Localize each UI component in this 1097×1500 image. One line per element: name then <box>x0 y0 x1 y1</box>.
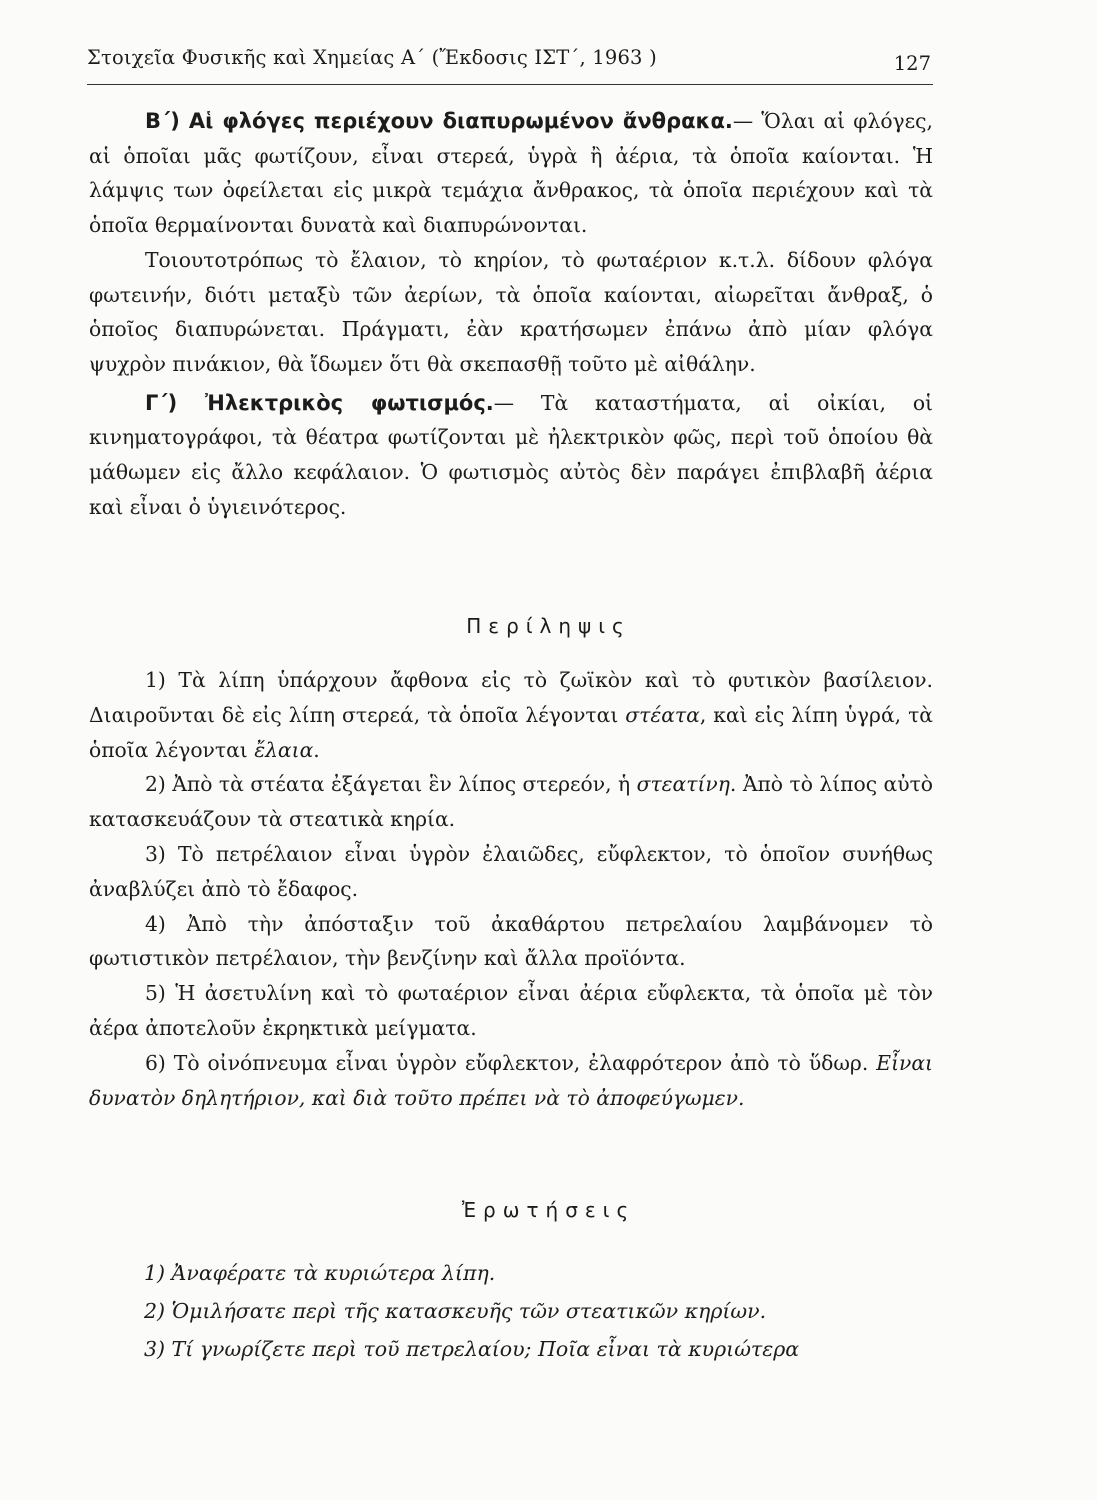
summary-item: 6) Τὸ οἰνόπνευμα εἶναι ὑγρὸν εὔφλεκτον, ἐλαφρότερον ἀπὸ τὸ ὕδωρ. Εἶναι δυνατὸν δηλητήριον, καὶ διὰ τοῦτο πρέπει νὰ τὸ ἀποφεύγωμεν. <box>89 1050 933 1110</box>
summary-item: 5) Ἡ ἀσετυλίνη καὶ τὸ φωταέριον εἶναι ἀέρια εὔφλεκτα, τὰ ὁποῖα μὲ τὸν ἀέρα ἀποτελοῦν ἐκρηκτικὰ μείγματα. <box>89 981 933 1040</box>
summary-item: 3) Τὸ πετρέλαιον εἶναι ὑγρὸν ἐλαιῶδες, εὔφλεκτον, τὸ ὁποῖον συνήθως ἀναβλύζει ἀπὸ τὸ ἔδαφος. <box>89 841 933 901</box>
section-b-heading: Β΄) Αἱ φλόγες περιέχουν διαπυρωμένον ἄνθρακα. <box>145 109 733 133</box>
question-item: 2) Ὁμιλήσατε περὶ τῆς κατασκευῆς τῶν στεατικῶν κηρίων. <box>144 1299 767 1323</box>
running-title: Στοιχεῖα Φυσικῆς καὶ Χημείας Α΄ (Ἔκδοσις ΙΣΤ΄, 1963 ) <box>87 46 657 69</box>
summary-item: 1) Τὰ λίπη ὑπάρχουν ἄφθονα εἰς τὸ ζωϊκὸν καὶ τὸ φυτικὸν βασίλειον. Διαιροῦνται δὲ εἰς λίπη στερεά, τὰ ὁποῖα λέγονται στέατα, καὶ εἰς λίπη ὑγρά, τὰ ὁποῖα λέγονται ἔλαια. <box>89 668 933 762</box>
running-header <box>87 42 933 85</box>
section-b-paragraph-2: Τοιουτοτρόπως τὸ ἔλαιον, τὸ κηρίον, τὸ φωταέριον κ.τ.λ. δίδουν φλόγα φωτεινήν, διότι μεταξὺ τῶν ἀερίων, τὰ ὁποῖα καίονται, αἰωρεῖται ἄνθραξ, ὁ ὁποῖος διαπυρώνεται. Πράγματι, ἐὰν κρατήσωμεν ἐπάνω ἀπὸ μίαν φλόγα ψυχρὸν πινάκιον, θὰ ἴδωμεν ὅτι θὰ σκεπασθῇ τοῦτο μὲ αἰθάλην. <box>89 247 933 376</box>
section-c-text: — Τὰ καταστήματα, αἱ οἰκίαι, οἱ κινηματογράφοι, τὰ θέατρα φωτίζονται μὲ ἠλεκτρικὸν φῶς, περὶ τοῦ ὁποίου θὰ μάθωμεν εἰς ἄλλο κεφάλαιον. Ὁ φωτισμὸς αὐτὸς δὲν παράγει ἐπιβλαβῆ ἀέρια καὶ εἶναι ὁ ὑγιεινότερος. <box>89 390 933 519</box>
page-number: 127 <box>893 52 931 75</box>
summary-title: Περίληψις <box>466 614 631 638</box>
question-item: 3) Τί γνωρίζετε περὶ τοῦ πετρελαίου; Ποῖα εἶναι τὰ κυριώτερα <box>144 1337 800 1361</box>
questions-list <box>144 1254 934 1368</box>
summary-list <box>89 663 933 1115</box>
question-item: 1) Ἀναφέρατε τὰ κυριώτερα λίπη. <box>144 1261 496 1285</box>
section-c-heading: Γ΄) Ἠλεκτρικὸς φωτισμός. <box>145 390 494 415</box>
section-b-paragraph <box>89 104 933 243</box>
summary-item: 4) Ἀπὸ τὴν ἀπόσταξιν τοῦ ἀκαθάρτου πετρελαίου λαμβάνομεν τὸ φωτιστικὸν πετρέλαιον, τὴν βενζίνην καὶ ἄλλα προϊόντα. <box>89 911 933 971</box>
summary-item: 2) Ἀπὸ τὰ στέατα ἐξάγεται ἓν λίπος στερεόν, ἡ στεατίνη. Ἀπὸ τὸ λίπος αὐτὸ κατασκευάζουν τὰ στεατικὰ κηρία. <box>89 772 933 832</box>
body-text <box>89 104 933 524</box>
section-c-paragraph <box>89 386 933 525</box>
questions-title: Ἐρωτήσεις <box>461 1198 636 1222</box>
section-b-text: — Ὅλαι αἱ φλόγες, αἱ ὁποῖαι μᾶς φωτίζουν, εἶναι στερεά, ὑγρὰ ἢ ἀέρια, τὰ ὁποῖα καίονται. Ἡ λάμψις των ὀφείλεται εἰς μικρὰ τεμάχια ἄνθρακος, τὰ ὁποῖα περιέχουν καὶ τὰ ὁποῖα θερμαίνονται δυνατὰ καὶ διαπυρώνονται. <box>89 109 933 238</box>
